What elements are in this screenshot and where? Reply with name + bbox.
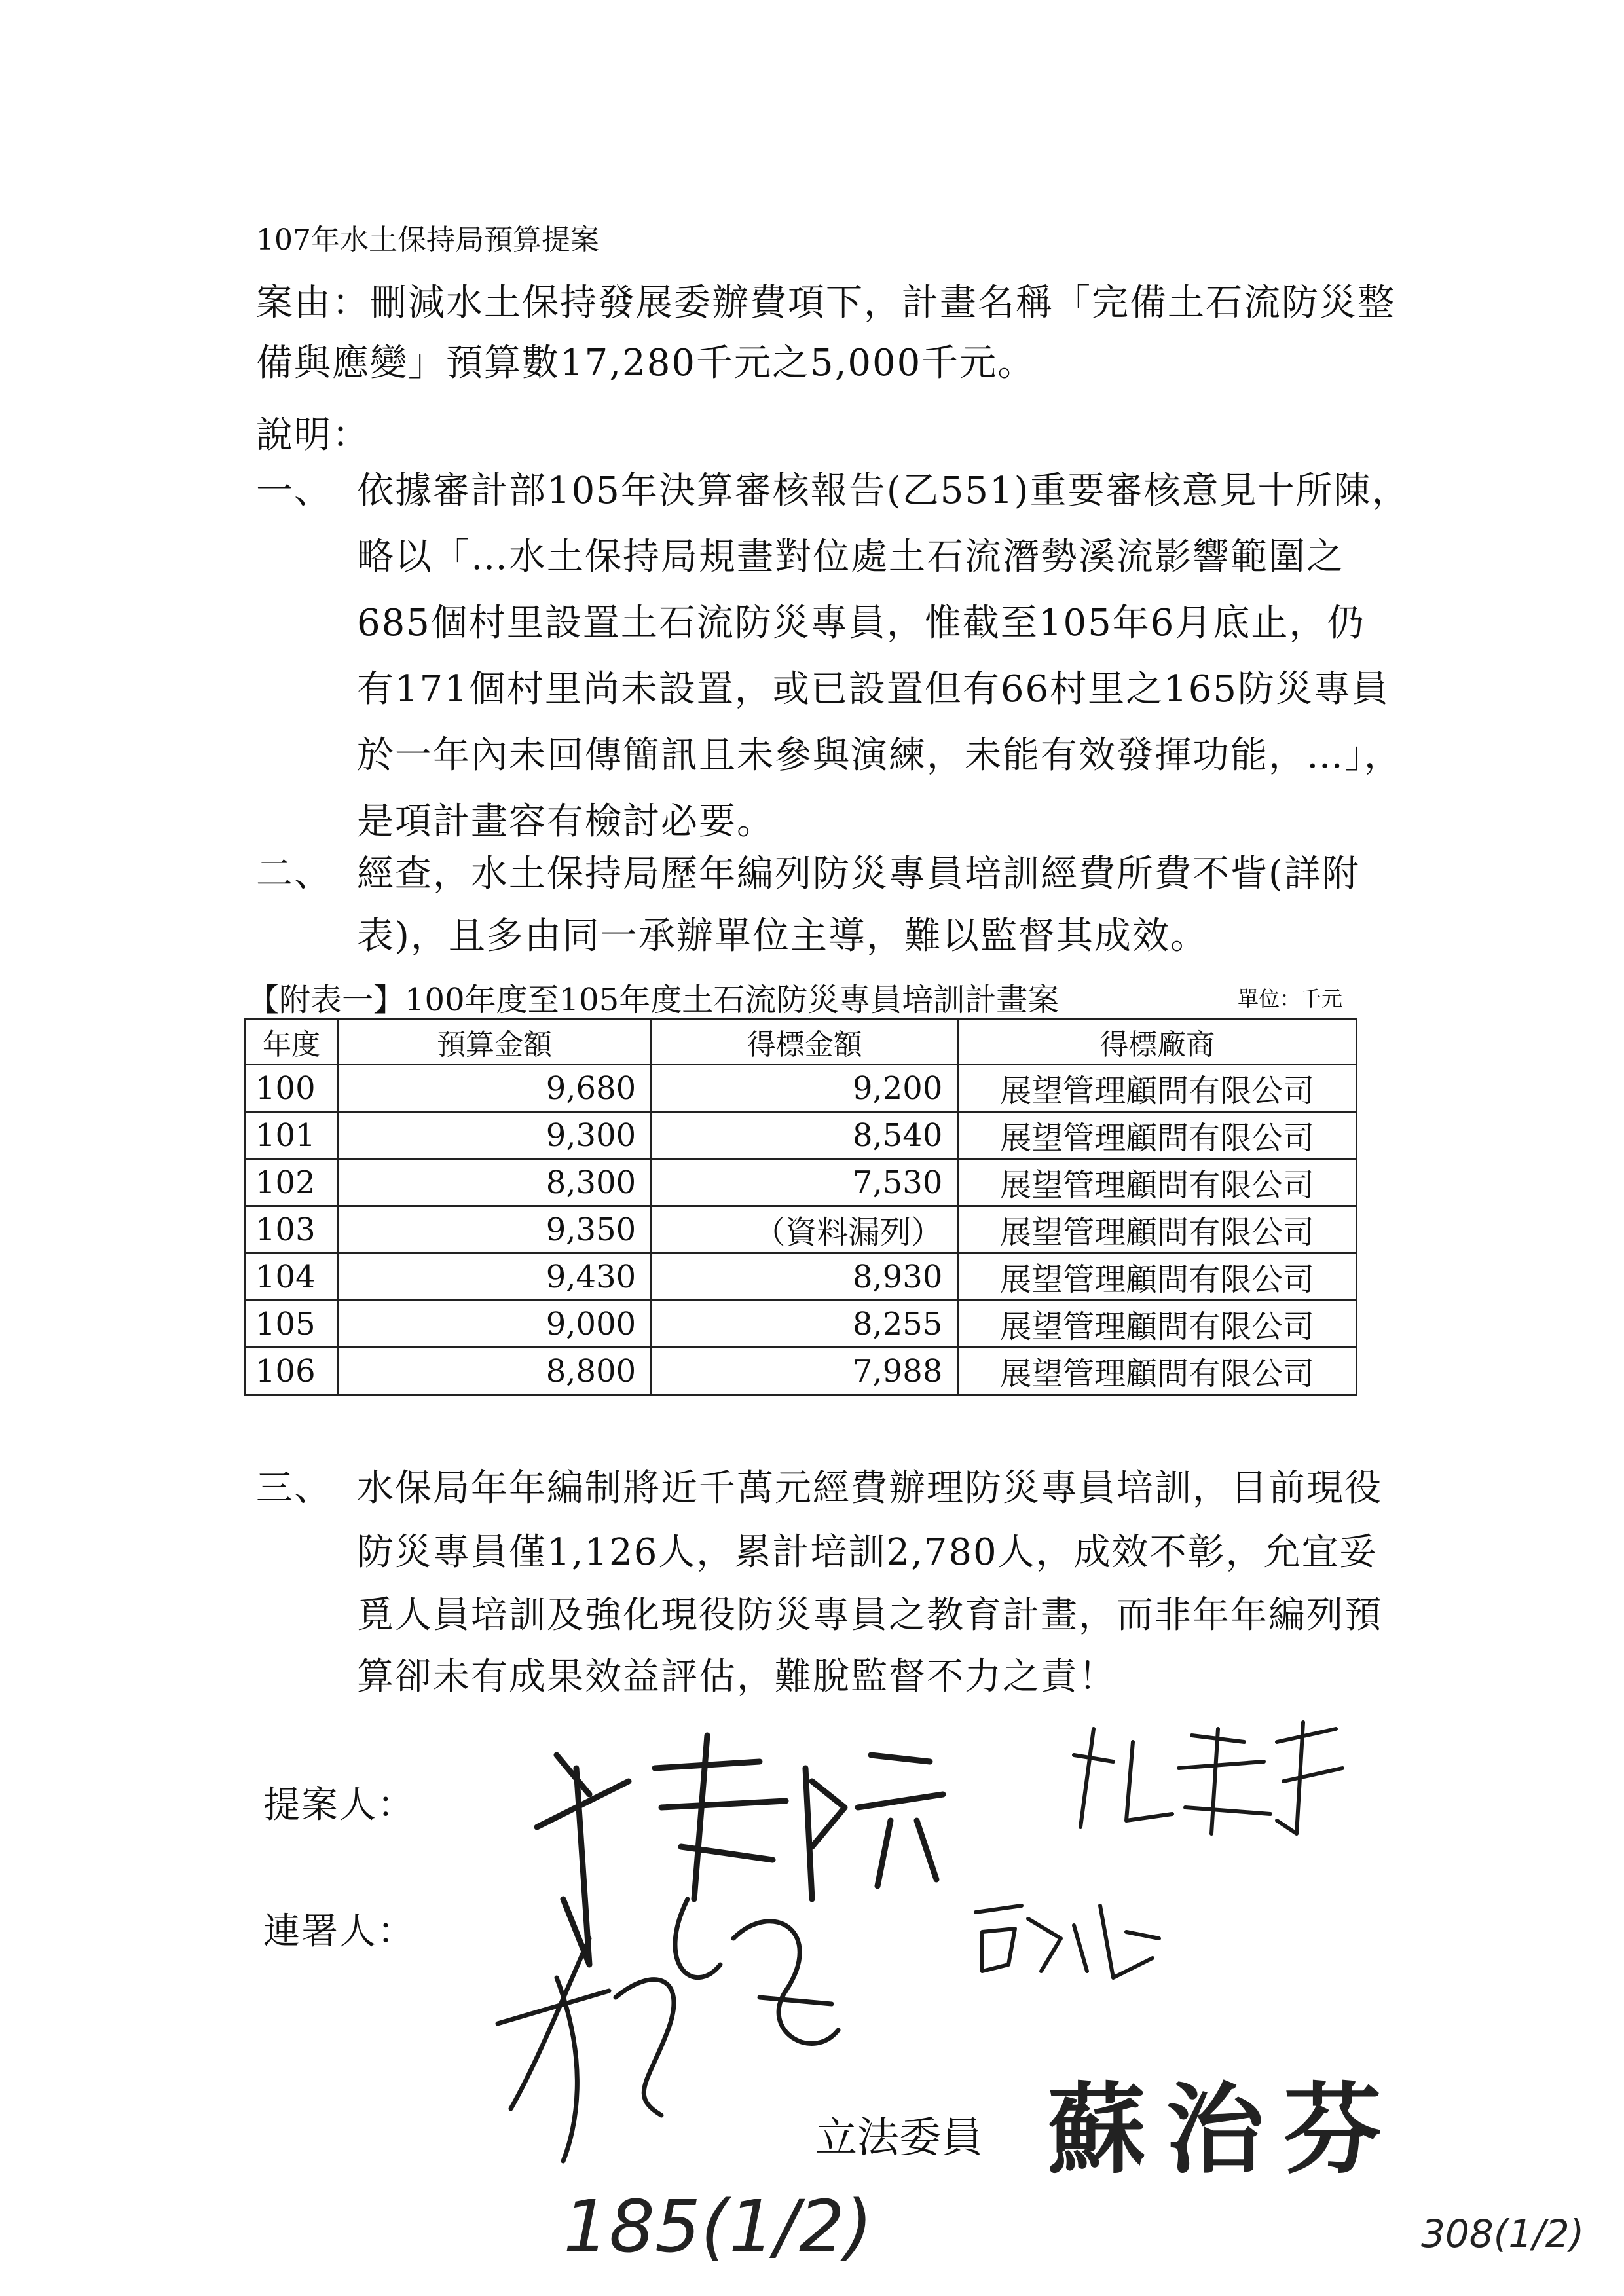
cell-award: 8,930 bbox=[652, 1253, 958, 1301]
item-3-line: 水保局年年編制將近千萬元經費辦理防災專員培訓，目前現役 bbox=[357, 1467, 1382, 1509]
cell-budget: 9,300 bbox=[337, 1112, 651, 1159]
document-title: 107年水土保持局預算提案 bbox=[256, 223, 599, 257]
signature-cosigner-2 bbox=[498, 1899, 838, 2161]
cell-budget: 9,000 bbox=[337, 1301, 651, 1348]
cell-year: 103 bbox=[246, 1206, 338, 1253]
cell-budget: 8,800 bbox=[337, 1348, 651, 1395]
cell-vendor: 展望管理顧問有限公司 bbox=[958, 1253, 1357, 1301]
cell-award: 7,988 bbox=[652, 1348, 958, 1395]
table-unit: 單位：千元 bbox=[1238, 986, 1343, 1011]
cell-vendor: 展望管理顧問有限公司 bbox=[958, 1348, 1357, 1395]
header-vendor: 得標廠商 bbox=[958, 1020, 1357, 1065]
stamp-title: 立法委員 bbox=[815, 2114, 983, 2162]
item-3-line: 覓人員培訓及強化現役防災專員之教育計畫，而非年年編列預 bbox=[357, 1594, 1382, 1637]
item-1-line: 於一年內未回傳簡訊且未參與演練，未能有效發揮功能，…」， bbox=[357, 734, 1402, 777]
item-1-line: 略以「…水土保持局規畫對位處土石流潛勢溪流影響範圍之 bbox=[357, 536, 1344, 578]
cell-budget: 8,300 bbox=[337, 1159, 651, 1206]
cosigner-label: 連署人： bbox=[263, 1910, 415, 1953]
cell-award: 8,540 bbox=[652, 1112, 958, 1159]
item-1-line: 有171個村里尚未設置，或已設置但有66村里之165防災專員 bbox=[357, 668, 1390, 711]
item-1-line: 是項計畫容有檢討必要。 bbox=[357, 800, 775, 843]
item-2-marker: 二、 bbox=[256, 853, 332, 895]
cell-vendor: 展望管理顧問有限公司 bbox=[958, 1065, 1357, 1112]
signature-proposer-2 bbox=[1074, 1722, 1342, 1834]
cell-budget: 9,350 bbox=[337, 1206, 651, 1253]
cell-budget: 9,680 bbox=[337, 1065, 651, 1112]
page-mark-1: 185(1/2) bbox=[563, 2185, 873, 2268]
header-budget: 預算金額 bbox=[337, 1020, 651, 1065]
header-award: 得標金額 bbox=[652, 1020, 958, 1065]
cell-award: 8,255 bbox=[652, 1301, 958, 1348]
cell-year: 102 bbox=[246, 1159, 338, 1206]
subject-line-2: 備與應變」預算數17,280千元之5,000千元。 bbox=[256, 342, 1036, 384]
cell-year: 100 bbox=[246, 1065, 338, 1112]
item-1-line: 依據審計部105年決算審核報告(乙551)重要審核意見十所陳， bbox=[357, 470, 1410, 512]
cell-budget: 9,430 bbox=[337, 1253, 651, 1301]
cell-award: 9,200 bbox=[652, 1065, 958, 1112]
item-1-line: 685個村里設置土石流防災專員，惟截至105年6月底止，仍 bbox=[357, 602, 1365, 644]
item-3-line: 算卻未有成果效益評估，難脫監督不力之責！ bbox=[357, 1656, 1116, 1698]
cell-vendor: 展望管理顧問有限公司 bbox=[958, 1112, 1357, 1159]
cell-year: 104 bbox=[246, 1253, 338, 1301]
item-2-line: 表)，且多由同一承辦單位主導，難以監督其成效。 bbox=[357, 915, 1208, 957]
item-3-line: 防災專員僅1,126人，累計培訓2,780人，成效不彰，允宜妥 bbox=[357, 1531, 1378, 1574]
header-year: 年度 bbox=[246, 1020, 338, 1065]
cell-year: 105 bbox=[246, 1301, 338, 1348]
cell-award: 7,530 bbox=[652, 1159, 958, 1206]
page-mark-2: 308(1/2) bbox=[1421, 2212, 1585, 2256]
item-1-marker: 一、 bbox=[256, 470, 332, 512]
stamp-name: 蘇治芬 bbox=[1048, 2072, 1402, 2187]
subject-label: 案由： bbox=[256, 282, 370, 324]
cell-award: （資料漏列） bbox=[652, 1206, 958, 1253]
proposer-label: 提案人： bbox=[263, 1784, 415, 1826]
item-3-marker: 三、 bbox=[256, 1467, 332, 1509]
signature-cosigner-1 bbox=[976, 1906, 1159, 1978]
table-caption: 【附表一】100年度至105年度土石流防災專員培訓計畫案 bbox=[248, 982, 1060, 1018]
item-2-line: 經查，水土保持局歷年編列防災專員培訓經費所費不眥(詳附 bbox=[357, 853, 1360, 895]
subject-text: 刪減水土保持發展委辦費項下，計畫名稱「完備土石流防災整 bbox=[370, 282, 1395, 324]
cell-vendor: 展望管理顧問有限公司 bbox=[958, 1301, 1357, 1348]
cell-year: 106 bbox=[246, 1348, 338, 1395]
cell-vendor: 展望管理顧問有限公司 bbox=[958, 1159, 1357, 1206]
cell-vendor: 展望管理顧問有限公司 bbox=[958, 1206, 1357, 1253]
cell-year: 101 bbox=[246, 1112, 338, 1159]
explanation-label: 說明： bbox=[256, 414, 370, 456]
